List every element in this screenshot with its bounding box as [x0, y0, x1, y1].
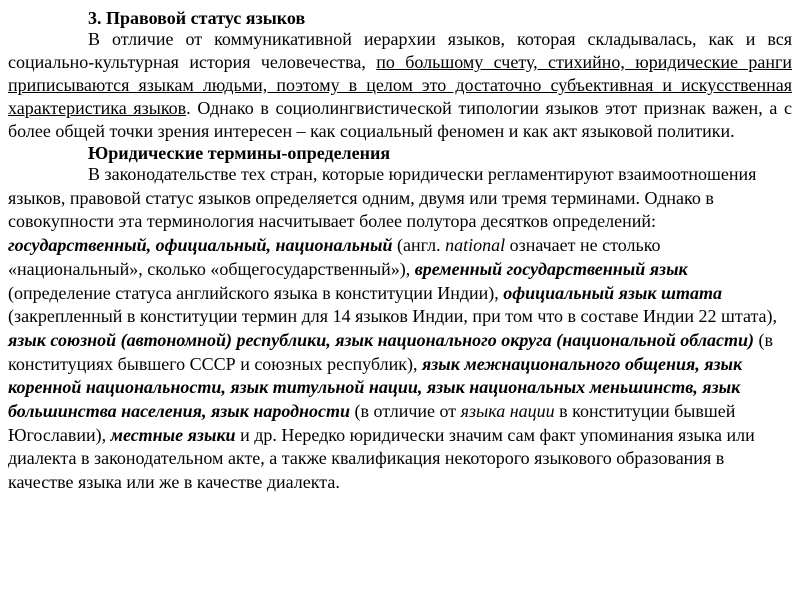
emphasized-term: national [445, 235, 506, 256]
emphasized-term: государственный, официальный, национальный [8, 235, 393, 256]
emphasized-term: язык межнационального общения, язык коренной национальности, язык титульной нации, язык национальных меньшинств, язык большинства населения, язык народности [8, 353, 743, 422]
intro-underlined-text: по большому счету, стихийно, юридические ранги приписываются языкам людьми, поэтому в целом это достаточно субъективная и искусственная характеристика языков [8, 52, 792, 118]
intro-text-end: . Однако в социолингвистической типологии языков этот признак важен, а с более общей точки зрения интересен – как социальный феномен и как акт языковой политики. [8, 98, 792, 141]
paragraph-text-segment: (закрепленный в конституции термин для 14 языков Индии, при том что в составе Индии 22 штата), [8, 306, 778, 327]
paragraph-text-segment: и др. Нередко юридически значим сам факт упоминания языка или диалекта в законодательном акте, а также квалификация некоторого языкового образования в качестве языка или же в качестве диалекта. [8, 424, 755, 493]
terms-paragraph [8, 163, 792, 495]
emphasized-term: язык союзной (автономной) республики, язык национального округа (национальной области) [8, 329, 754, 350]
emphasized-term: местные языки [110, 424, 236, 445]
paragraph-text-segment: (в отличие от [350, 401, 461, 422]
emphasized-term: временный государственный язык [414, 258, 688, 279]
paragraph-text-segment: означает не столько «национальный», сколько «общегосударственный»), [8, 235, 661, 279]
intro-text-start: В отличие от коммуникативной иерархии языков, которая складывалась, как и вся социально-культурная история человечества, [8, 29, 792, 72]
paragraph-text-segment: (англ. [392, 235, 446, 256]
intro-paragraph [8, 28, 792, 143]
paragraph-text-segment: (в конституциях бывшего СССР и союзных республик), [8, 329, 773, 374]
paragraph-text-segment: В законодательстве тех стран, которые юридически регламентируют взаимоотношения языков, правовой статус языков определяется одним, двумя или тремя терминами. Однако в совокупности эта терминология насчитывает более полутора десятков определений: [8, 164, 757, 232]
subsection-title: Юридические термины-определения [88, 143, 391, 163]
section-title: 3. Правовой статус языков [88, 8, 306, 28]
paragraph-text-segment: (определение статуса английского языка в конституции Индии), [8, 282, 504, 303]
emphasized-term: официальный язык штата [503, 282, 723, 303]
emphasized-term: языка нации [460, 401, 555, 422]
paragraph-text-segment: в конституции бывшей Югославии), [8, 401, 736, 445]
